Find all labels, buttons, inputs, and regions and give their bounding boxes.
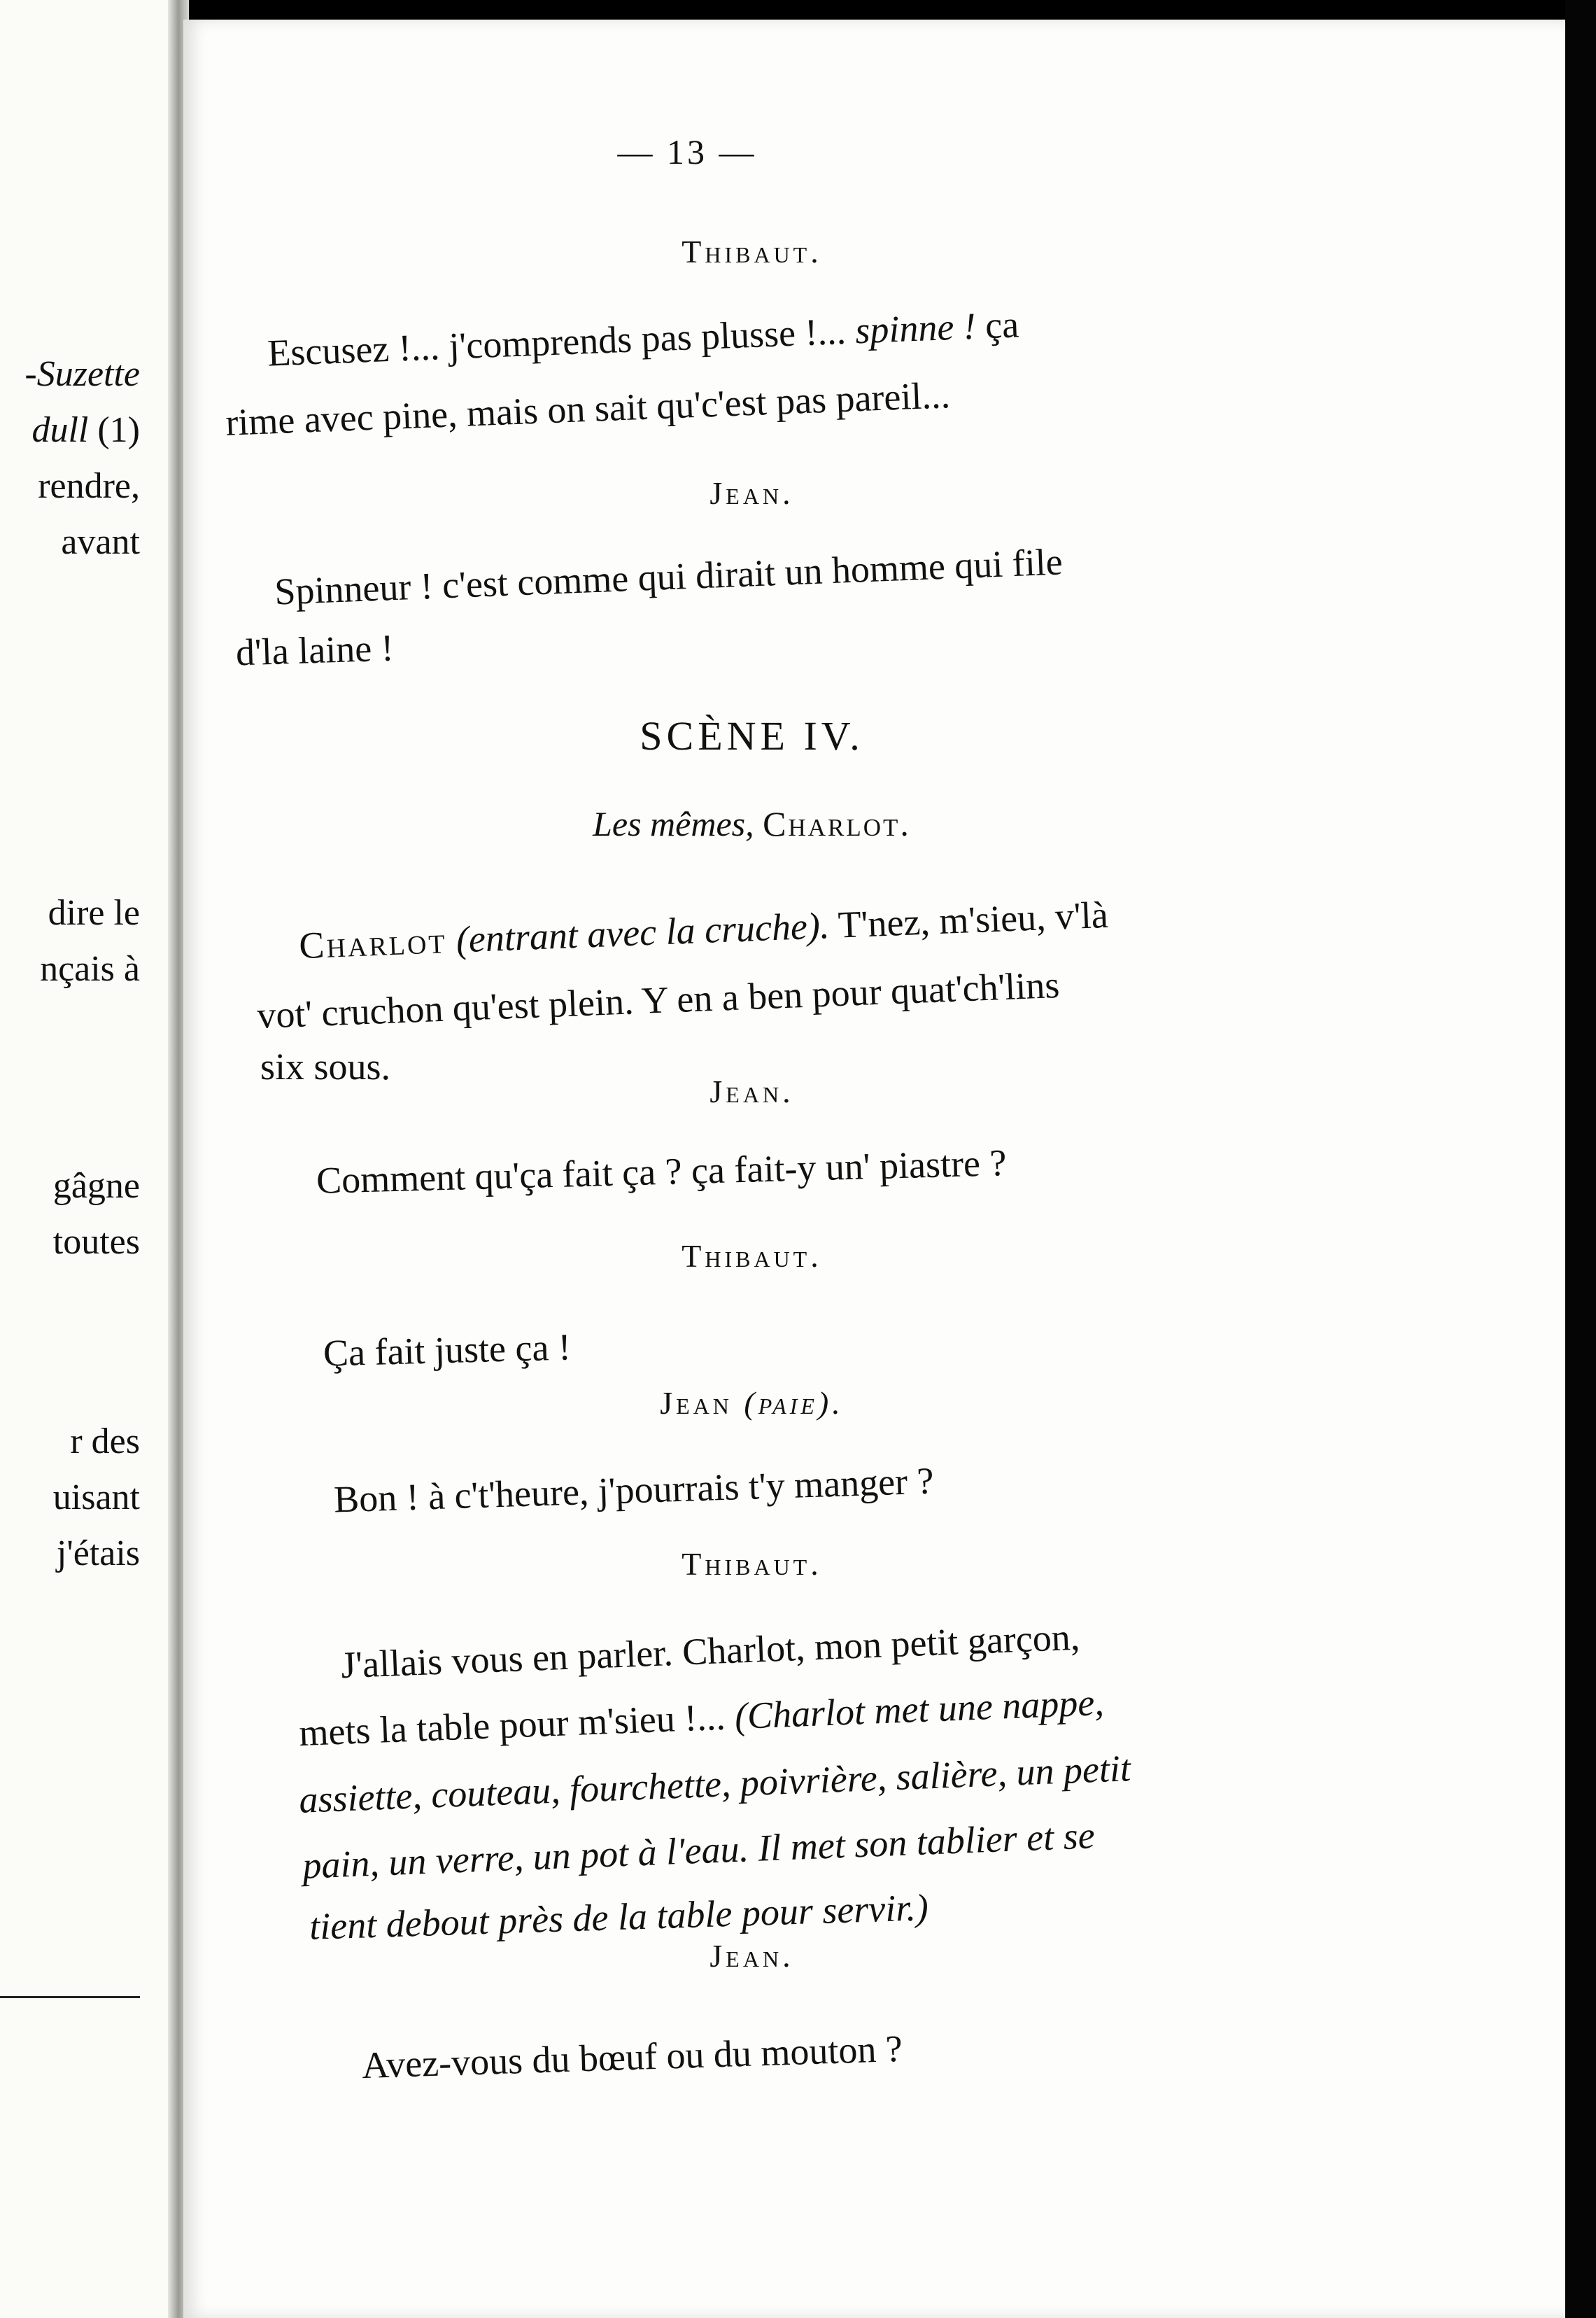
scene-heading: SCÈNE IV.: [640, 713, 864, 759]
left-fragment-line: uisant: [52, 1477, 140, 1517]
left-fragment-line: dire le: [48, 893, 140, 933]
speaker-name: Jean.: [709, 1074, 794, 1109]
left-fragment-line: -Suzette: [24, 354, 140, 394]
dialogue-line: Avez-vous du bœuf ou du mouton ?: [361, 2027, 903, 2087]
speaker-name: Thibaut.: [682, 1238, 822, 1274]
dialogue-line: Charlot (entrant avec la cruche). T'nez, m'sieu, v'là: [298, 893, 1109, 967]
speaker-name: Jean.: [709, 475, 794, 511]
speaker-name: Jean.: [709, 1938, 794, 1974]
left-fragment-line: j'étais: [56, 1533, 140, 1573]
stage-direction: assiette, couteau, fourchette, poivrière, salière, un petit: [298, 1747, 1131, 1821]
dialogue-line: six sous.: [260, 1046, 391, 1088]
dialogue-line: d'la laine !: [235, 626, 395, 674]
dialogue-line: Escusez !... j'comprends pas plusse !... spinne ! ça: [267, 303, 1020, 374]
left-fragment-line: r des: [70, 1421, 140, 1461]
dialogue-line: Bon ! à c't'heure, j'pourrais t'y manger ?: [333, 1459, 935, 1521]
left-page-fragment: [0, 0, 178, 2318]
scene-characters: Les mêmes, Charlot.: [593, 804, 911, 843]
left-fragment-line: rendre,: [38, 466, 140, 506]
dialogue-line: Ça fait juste ça !: [323, 1326, 572, 1375]
left-fragment-line: nçais à: [40, 949, 140, 989]
stage-direction: pain, un verre, un pot à l'eau. Il met son tablier et se: [302, 1814, 1096, 1887]
dialogue-line: Spinneur ! c'est comme qui dirait un homme qui file: [274, 540, 1064, 613]
speaker-name: Thibaut.: [682, 234, 822, 269]
book-page: [183, 20, 1565, 2318]
scan-border: [1565, 0, 1596, 2318]
dialogue-line: mets la table pour m'sieu !... (Charlot met une nappe,: [298, 1680, 1105, 1755]
left-fragment-line: avant: [61, 522, 140, 562]
speaker-name: Jean (paie).: [660, 1385, 844, 1421]
left-fragment-line: toutes: [52, 1222, 140, 1262]
dialogue-line: Comment qu'ça fait ça ? ça fait-y un' piastre ?: [316, 1142, 1008, 1202]
dialogue-line: vot' cruchon qu'est plein. Y en a ben pour quat'ch'lins: [256, 963, 1061, 1037]
page-number: — 13 —: [617, 132, 757, 171]
footnote-rule: [0, 1996, 140, 1998]
stage-direction: tient debout près de la table pour servir.): [309, 1886, 929, 1948]
speaker-name: Thibaut.: [682, 1546, 822, 1582]
left-fragment-line: dull (1): [31, 410, 140, 450]
left-fragment-line: gâgne: [52, 1166, 140, 1206]
dialogue-line: rime avec pine, mais on sait qu'c'est pas pareil...: [225, 374, 951, 444]
dialogue-line: J'allais vous en parler. Charlot, mon petit garçon,: [340, 1615, 1081, 1687]
